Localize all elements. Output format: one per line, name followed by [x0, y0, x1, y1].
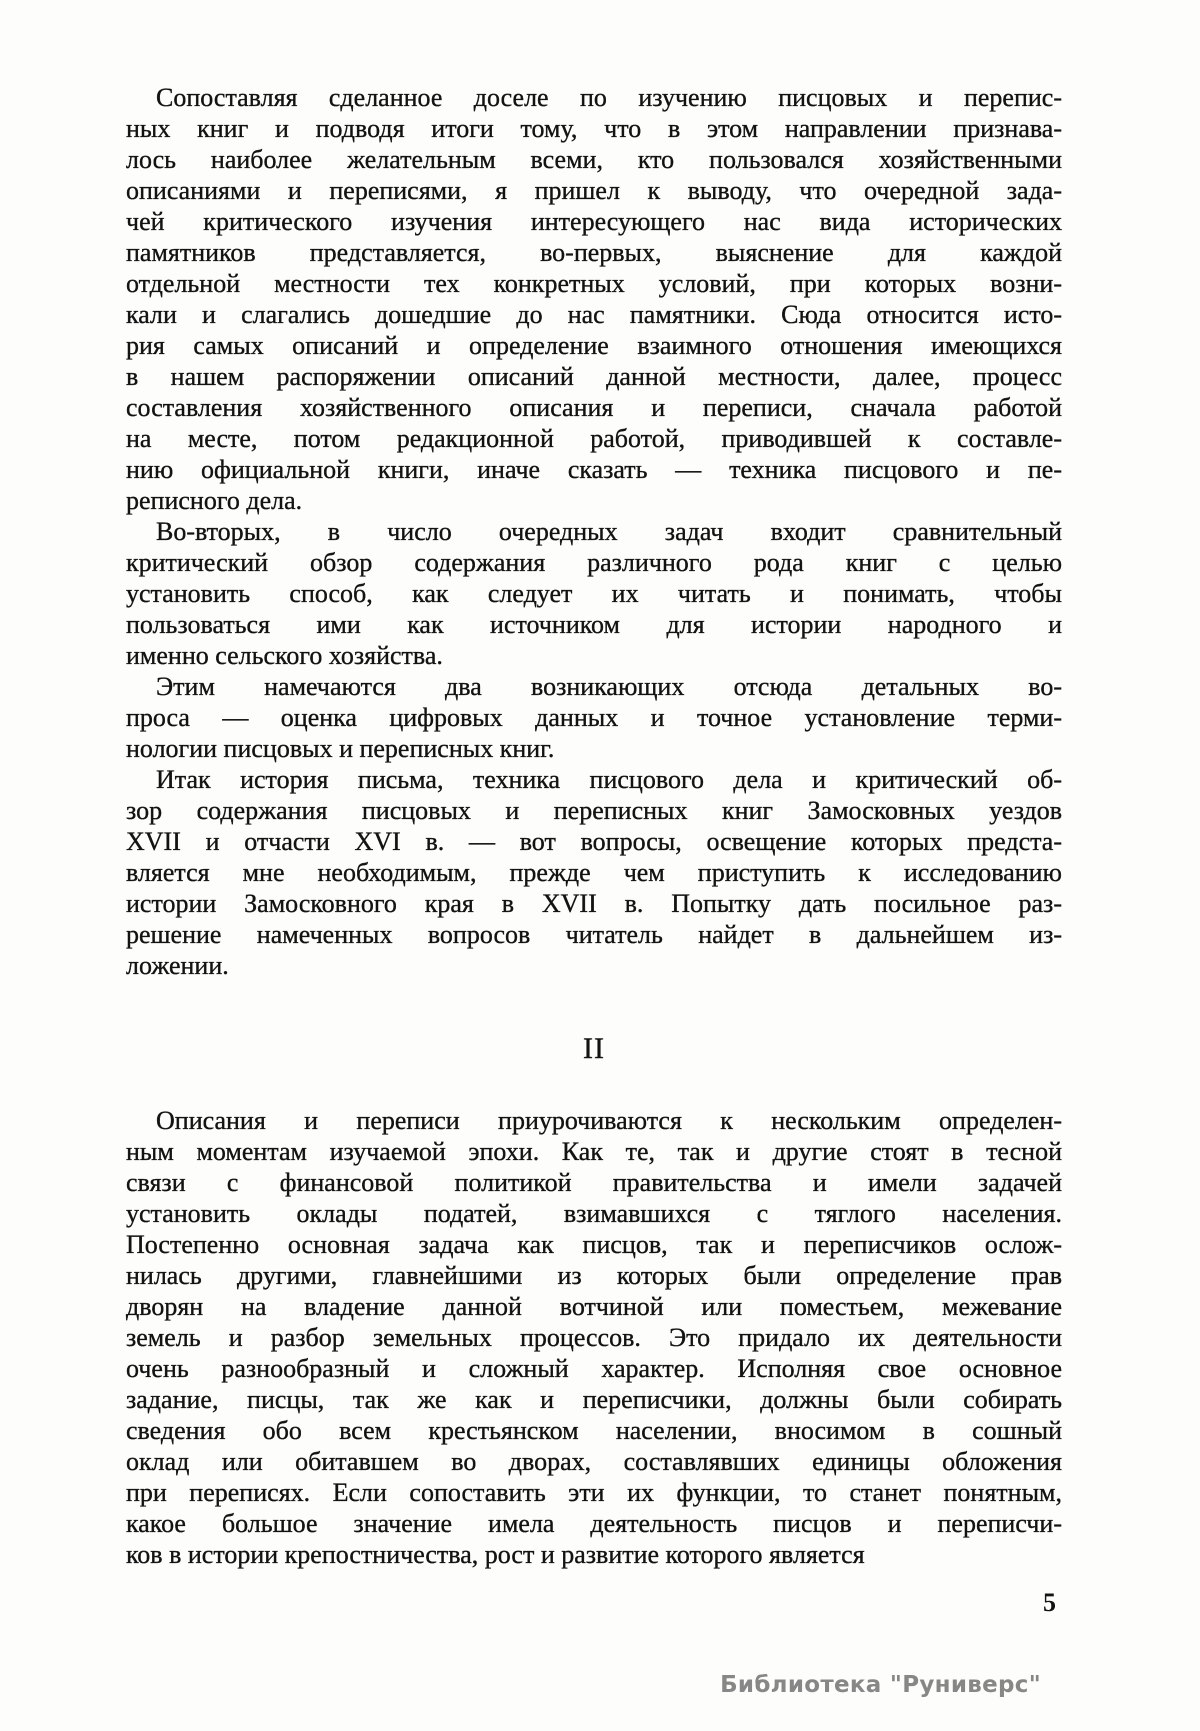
text-line: решение намеченных вопросов читатель найдет в дальнейшем из-	[126, 920, 1062, 949]
text-line: нилась другими, главнейшими из которых были определение прав	[126, 1261, 1062, 1290]
text-line: очень разнообразный и сложный характер. Исполняя свое основное	[126, 1354, 1062, 1383]
text-line: Сопоставляя сделанное доселе по изучению писцовых и перепис-	[156, 83, 1062, 112]
text-line: нию официальной книги, иначе сказать — техника писцового и пе-	[126, 455, 1062, 484]
text-line: установить оклады податей, взимавшихся с тяглого населения.	[126, 1199, 1062, 1228]
text-line: земель и разбор земельных процессов. Это придало их деятельности	[126, 1323, 1062, 1352]
text-line: пользоваться ими как источником для истории народного и	[126, 610, 1062, 639]
paragraph	[126, 82, 1062, 516]
section-2-heading: II	[583, 1032, 605, 1065]
text-line: установить способ, как следует их читать и понимать, чтобы	[126, 579, 1062, 608]
section-1	[126, 82, 1062, 981]
text-line: ложении.	[126, 951, 229, 980]
text-line: Во-вторых, в число очередных задач входит сравнительный	[156, 517, 1062, 546]
text-line: XVII и отчасти XVI в. — вот вопросы, освещение которых предста-	[126, 827, 1062, 856]
page-number: 5	[1043, 1588, 1056, 1617]
text-line: вляется мне необходимым, прежде чем приступить к исследованию	[126, 858, 1062, 887]
text-line: памятников представляется, во-первых, выяснение для каждой	[126, 238, 1062, 267]
text-line: оклад или обитавшем во дворах, составлявших единицы обложения	[126, 1447, 1062, 1476]
text-line: Этим намечаются два возникающих отсюда детальных во-	[156, 672, 1062, 701]
library-watermark: Библиотека "Руниверс"	[720, 1672, 1041, 1698]
text-line: ным моментам изучаемой эпохи. Как те, так и другие стоят в тесной	[126, 1137, 1062, 1166]
text-line: нологии писцовых и переписных книг.	[126, 734, 555, 763]
text-line: отдельной местности тех конкретных условий, при которых возни-	[126, 269, 1062, 298]
text-line: Итак история письма, техника писцового дела и критический об-	[156, 765, 1062, 794]
page-text-block	[126, 82, 1062, 1618]
section-2-paragraphs	[126, 1105, 1062, 1570]
text-line: при переписях. Если сопоставить эти их функции, то станет понятным,	[126, 1478, 1062, 1507]
text-line: задание, писцы, так же как и переписчики, должны были собирать	[126, 1385, 1062, 1414]
text-line: ков в истории крепостничества, рост и развитие которого является	[126, 1540, 865, 1569]
text-line: рия самых описаний и определение взаимного отношения имеющихся	[126, 331, 1062, 360]
text-line: реписного дела.	[126, 486, 303, 515]
text-line: дворян на владение данной вотчиной или поместьем, межевание	[126, 1292, 1062, 1321]
text-line: зор содержания писцовых и переписных книг Замосковных уездов	[126, 796, 1062, 825]
text-line: описаниями и переписями, я пришел к выводу, что очередной зада-	[126, 176, 1062, 205]
text-line: на месте, потом редакционной работой, приводившей к составле-	[126, 424, 1062, 453]
text-line: ных книг и подводя итоги тому, что в этом направлении признава-	[126, 114, 1062, 143]
text-line: проса — оценка цифровых данных и точное установление терми-	[126, 703, 1062, 732]
text-line: сведения обо всем крестьянском населении, вносимом в сошный	[126, 1416, 1062, 1445]
text-line: Описания и переписи приурочиваются к нескольким определен-	[156, 1106, 1062, 1135]
paragraph	[126, 1105, 1062, 1570]
text-line: какое большое значение имела деятельность писцов и переписчи-	[126, 1509, 1062, 1538]
section-2	[126, 1105, 1062, 1570]
text-line: чей критического изучения интересующего нас вида исторических	[126, 207, 1062, 236]
paragraph	[126, 516, 1062, 671]
text-line: кали и слагались дошедшие до нас памятники. Сюда относится исто-	[126, 300, 1062, 329]
text-line: именно сельского хозяйства.	[126, 641, 443, 670]
paragraph	[126, 764, 1062, 981]
text-line: Постепенно основная задача как писцов, так и переписчиков ослож-	[126, 1230, 1062, 1259]
text-line: составления хозяйственного описания и переписи, сначала работой	[126, 393, 1062, 422]
paragraph	[126, 671, 1062, 764]
text-line: критический обзор содержания различного рода книг с целью	[126, 548, 1062, 577]
text-line: в нашем распоряжении описаний данной местности, далее, процесс	[126, 362, 1062, 391]
section-1-paragraphs	[126, 82, 1062, 981]
text-line: истории Замосковного края в XVII в. Попытку дать посильное раз-	[126, 889, 1062, 918]
text-line: связи с финансовой политикой правительства и имели задачей	[126, 1168, 1062, 1197]
text-line: лось наиболее желательным всеми, кто пользовался хозяйственными	[126, 145, 1062, 174]
